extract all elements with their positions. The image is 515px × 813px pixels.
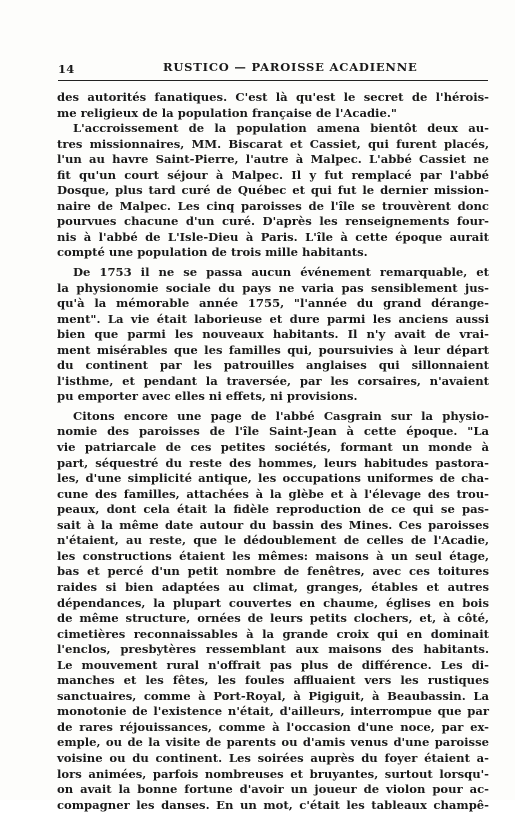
text-line: bas et percé d'un petit nombre de fenêtres, avec ces toitures xyxy=(57,564,489,579)
paragraph xyxy=(57,121,489,261)
header-rule xyxy=(58,80,488,81)
text-line: sait à la même date autour du bassin des Mines. Ces paroisses xyxy=(57,517,489,532)
text-line: bien que parmi les nouveaux habitants. Il n'y avait de vrai- xyxy=(57,327,489,342)
text-line: compagner les danses. En un mot, c'était les tableaux champê- xyxy=(57,797,489,812)
paragraph xyxy=(57,265,489,405)
text-line: voisine ou du continent. Les soirées auprès du foyer étaient a- xyxy=(57,750,489,765)
text-line: tres missionnaires, MM. Biscarat et Cassiet, qui furent placés, xyxy=(57,136,489,151)
text-line: De 1753 il ne se passa aucun événement remarquable, et xyxy=(73,265,489,280)
text-line: on avait la bonne fortune d'avoir un joueur de violon pour ac- xyxy=(57,782,489,797)
text-line: Dosque, plus tard curé de Québec et qui fut le dernier mission- xyxy=(57,183,489,198)
text-line: de même structure, ornées de leurs petits clochers, et, à côté, xyxy=(57,611,489,626)
text-line: des autorités fanatiques. C'est là qu'est le secret de l'hérois- xyxy=(57,90,489,104)
text-line: pourvues chacune d'un curé. D'après les renseignements four- xyxy=(57,214,489,229)
text-line: me religieux de la population française de l'Acadie." xyxy=(57,105,397,120)
text-line: part, séquestré du reste des hommes, leurs habitudes pastora- xyxy=(57,455,489,470)
text-line: les, d'une simplicité antique, les occupations uniformes de cha- xyxy=(57,471,489,486)
text-line: l'un au havre Saint-Pierre, l'autre à Malpec. L'abbé Cassiet ne xyxy=(57,152,489,167)
text-line: sanctuaires, comme à Port-Royal, à Pigiguit, à Beaubassin. La xyxy=(57,688,489,703)
text-line: cune des familles, attachées à la glèbe et à l'élevage des trou- xyxy=(57,486,489,501)
text-line: Citons encore une page de l'abbé Casgrain sur la physio- xyxy=(73,408,489,423)
text-line: la physionomie sociale du pays ne varia pas sensiblement jus- xyxy=(57,280,489,295)
running-title: RUSTICO — PAROISSE ACADIENNE xyxy=(163,60,418,74)
text-line: emple, ou de la visite de parents ou d'amis venus d'une paroisse xyxy=(57,735,489,750)
text-line: monotonie de l'existence n'était, d'ailleurs, interrompue que par xyxy=(57,704,489,719)
text-line: ment misérables que les familles qui, poursuivies à leur départ xyxy=(57,342,489,357)
paragraph xyxy=(57,409,489,813)
text-line: compté une population de trois mille habitants. xyxy=(57,245,368,260)
text-line: l'isthme, et pendant la traversée, par les corsaires, n'avaient xyxy=(57,373,489,388)
text-line: Le mouvement rural n'offrait pas plus de différence. Les di- xyxy=(57,657,489,672)
text-line: ment". La vie était laborieuse et dure parmi les anciens aussi xyxy=(57,311,489,326)
text-line: naire de Malpec. Les cinq paroisses de l'île se trouvèrent donc xyxy=(57,198,489,213)
text-line: L'accroissement de la population amena bientôt deux au- xyxy=(73,121,489,136)
text-line: de rares réjouissances, comme à l'occasion d'une noce, par ex- xyxy=(57,719,489,734)
text-line: pu emporter avec elles ni effets, ni provisions. xyxy=(57,389,358,404)
page-number: 14 xyxy=(58,62,75,76)
paragraph xyxy=(57,90,489,121)
text-line: les constructions étaient les mêmes: maisons à un seul étage, xyxy=(57,548,489,563)
text-line: nis à l'abbé de L'Isle-Dieu à Paris. L'île à cette époque aurait xyxy=(57,229,489,244)
text-line: qu'à la mémorable année 1755, "l'année du grand dérange- xyxy=(57,296,489,311)
text-line: dépendances, la plupart couvertes en chaume, églises en bois xyxy=(57,595,489,610)
text-line: lors animées, parfois nombreuses et bruyantes, surtout lorsqu'- xyxy=(57,766,489,781)
text-line: du continent par les patrouilles anglaises qui sillonnaient xyxy=(57,358,489,373)
text-line: l'enclos, presbytères ressemblant aux maisons des habitants. xyxy=(57,642,489,657)
text-line: fit qu'un court séjour à Malpec. Il y fut remplacé par l'abbé xyxy=(57,167,489,182)
text-line: raides si bien adaptées au climat, granges, étables et autres xyxy=(57,579,489,594)
body-text xyxy=(57,90,489,813)
text-line: vie patriarcale de ces petites sociétés, formant un monde à xyxy=(57,440,489,455)
text-line: n'étaient, au reste, que le dédoublement de celles de l'Acadie, xyxy=(57,533,489,548)
text-line: manches et les fêtes, les foules affluaient vers les rustiques xyxy=(57,673,489,688)
text-line: cimetières reconnaissables à la grande croix qui en dominait xyxy=(57,626,489,641)
text-line: peaux, dont cela était la fidèle reproduction de ce qui se pas- xyxy=(57,502,489,517)
page-header xyxy=(58,60,488,78)
text-line: nomie des paroisses de l'île Saint-Jean à cette époque. "La xyxy=(57,424,489,439)
